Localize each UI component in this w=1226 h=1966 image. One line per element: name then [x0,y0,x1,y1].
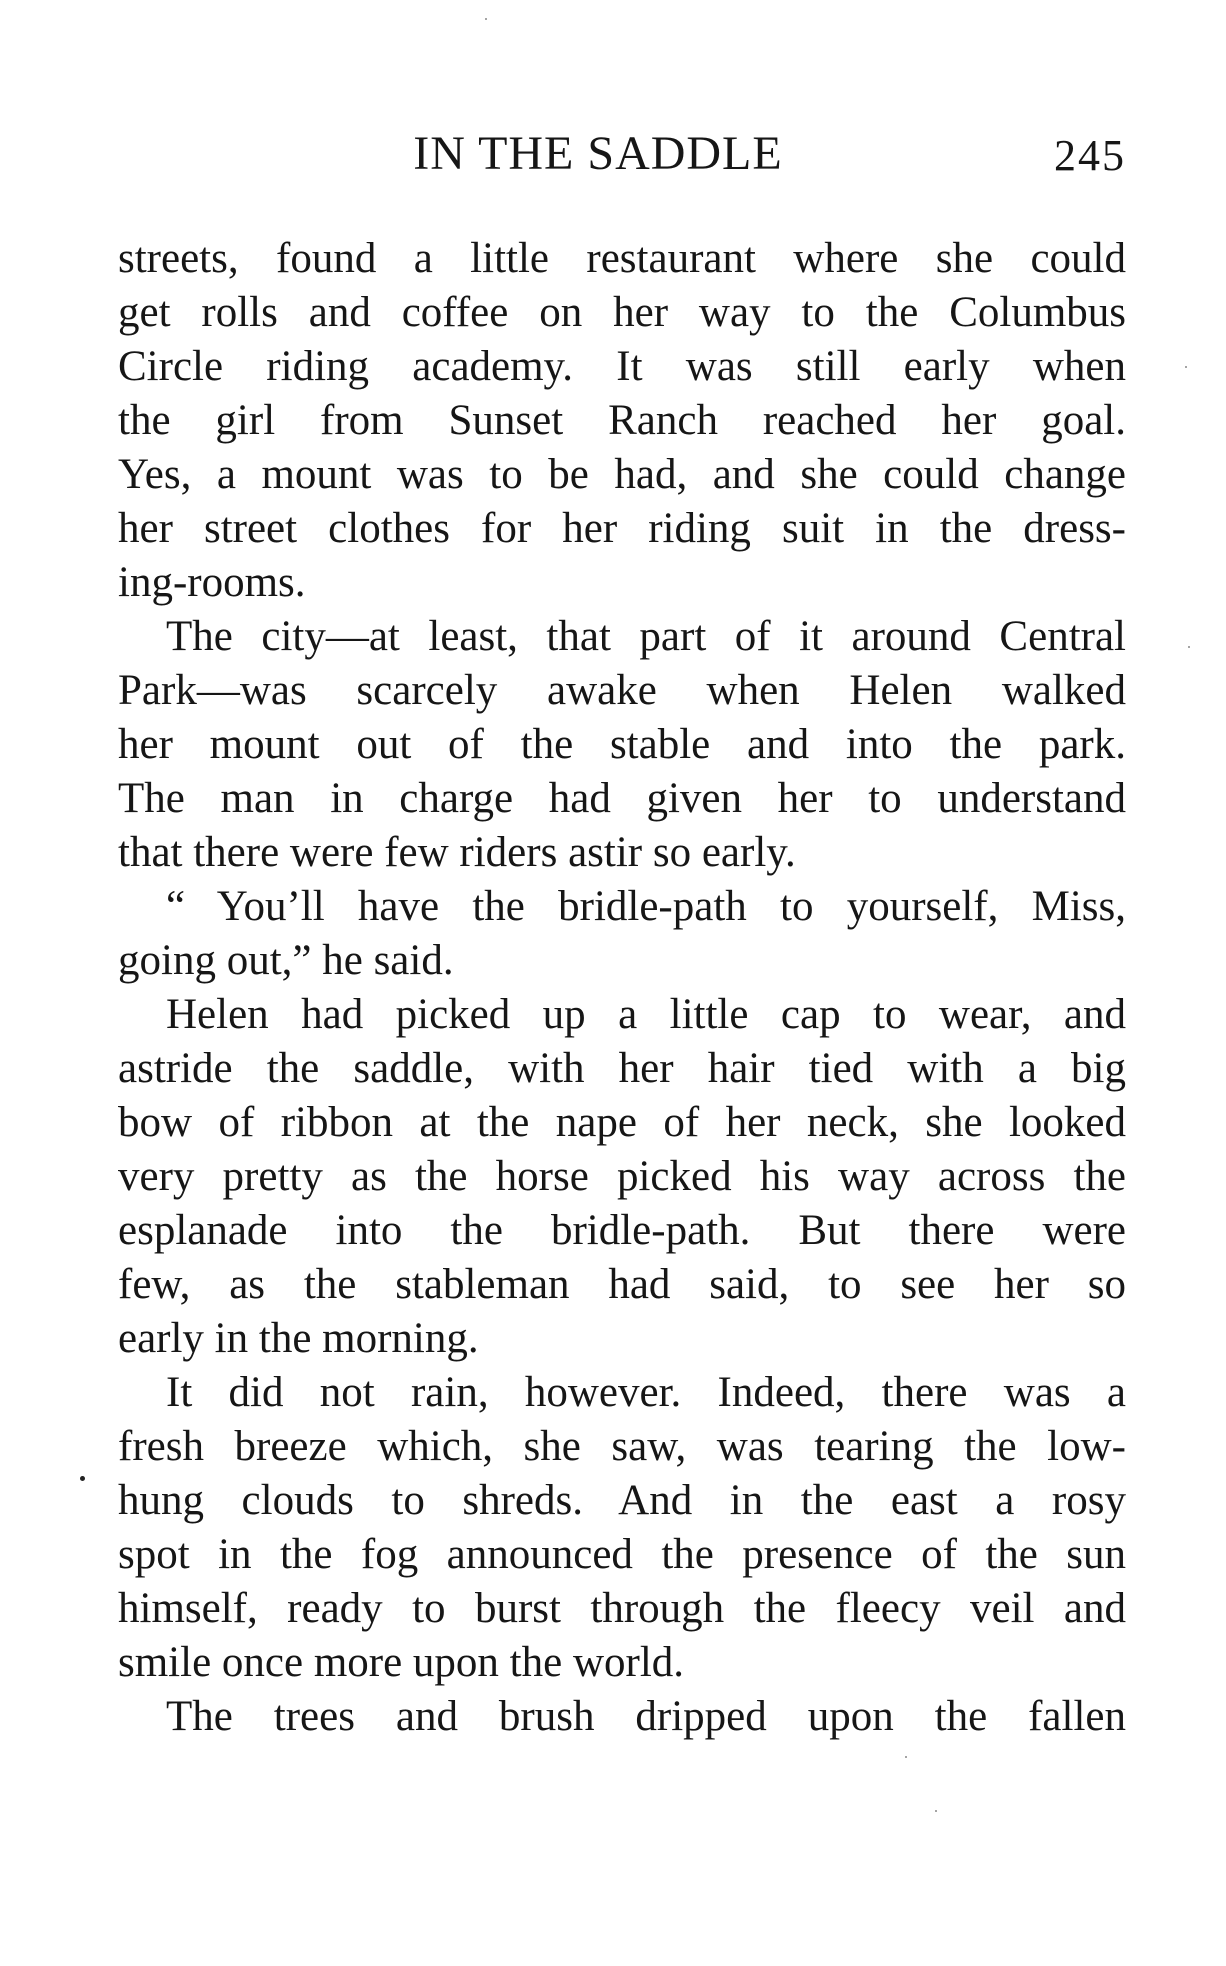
text-line: spot in the fog announced the presence of the sun [118,1531,1126,1578]
text-line: get rolls and coffee on her way to the Columbus [118,289,1126,336]
text-line: her mount out of the stable and into the park. [118,721,1126,768]
paper-speck [1185,366,1187,368]
text-line: Yes, a mount was to be had, and she could change [118,451,1126,498]
text-line: The man in charge had given her to understand [118,775,1126,822]
text-line: ing-rooms. [118,559,306,606]
text-line: few, as the stableman had said, to see her so [118,1261,1126,1308]
text-line: astride the saddle, with her hair tied with a big [118,1045,1126,1092]
text-line: hung clouds to shreds. And in the east a rosy [118,1477,1126,1524]
text-line: very pretty as the horse picked his way across the [118,1153,1126,1200]
page-number: 245 [1054,131,1126,180]
text-line: esplanade into the bridle-path. But there were [118,1207,1126,1254]
text-line: “ You’ll have the bridle-path to yourself, Miss, [166,883,1126,930]
text-line: Park—was scarcely awake when Helen walked [118,667,1126,714]
paper-speck [485,18,487,20]
paper-speck [905,1756,907,1758]
text-line: going out,” he said. [118,937,454,984]
text-line: her street clothes for her riding suit in the dress- [118,505,1126,552]
text-line: Helen had picked up a little cap to wear, and [166,991,1126,1038]
text-line: The city—at least, that part of it around Central [166,613,1126,660]
running-head [118,124,1126,184]
margin-dot [80,1476,85,1481]
text-line: early in the morning. [118,1315,479,1362]
text-line: fresh breeze which, she saw, was tearing the low- [118,1423,1126,1470]
text-line: bow of ribbon at the nape of her neck, she looked [118,1099,1126,1146]
paper-speck [935,1810,937,1812]
text-line: the girl from Sunset Ranch reached her goal. [118,397,1126,444]
text-line: It did not rain, however. Indeed, there was a [166,1369,1126,1416]
text-line: that there were few riders astir so early. [118,829,796,876]
paper-speck [1188,646,1190,648]
text-line: himself, ready to burst through the fleecy veil and [118,1585,1126,1632]
text-line: streets, found a little restaurant where she could [118,235,1126,282]
text-line: The trees and brush dripped upon the fallen [166,1693,1126,1740]
body-text [118,232,1126,1744]
running-title: IN THE SADDLE [413,127,783,180]
text-line: Circle riding academy. It was still early when [118,343,1126,390]
text-line: smile once more upon the world. [118,1639,685,1686]
